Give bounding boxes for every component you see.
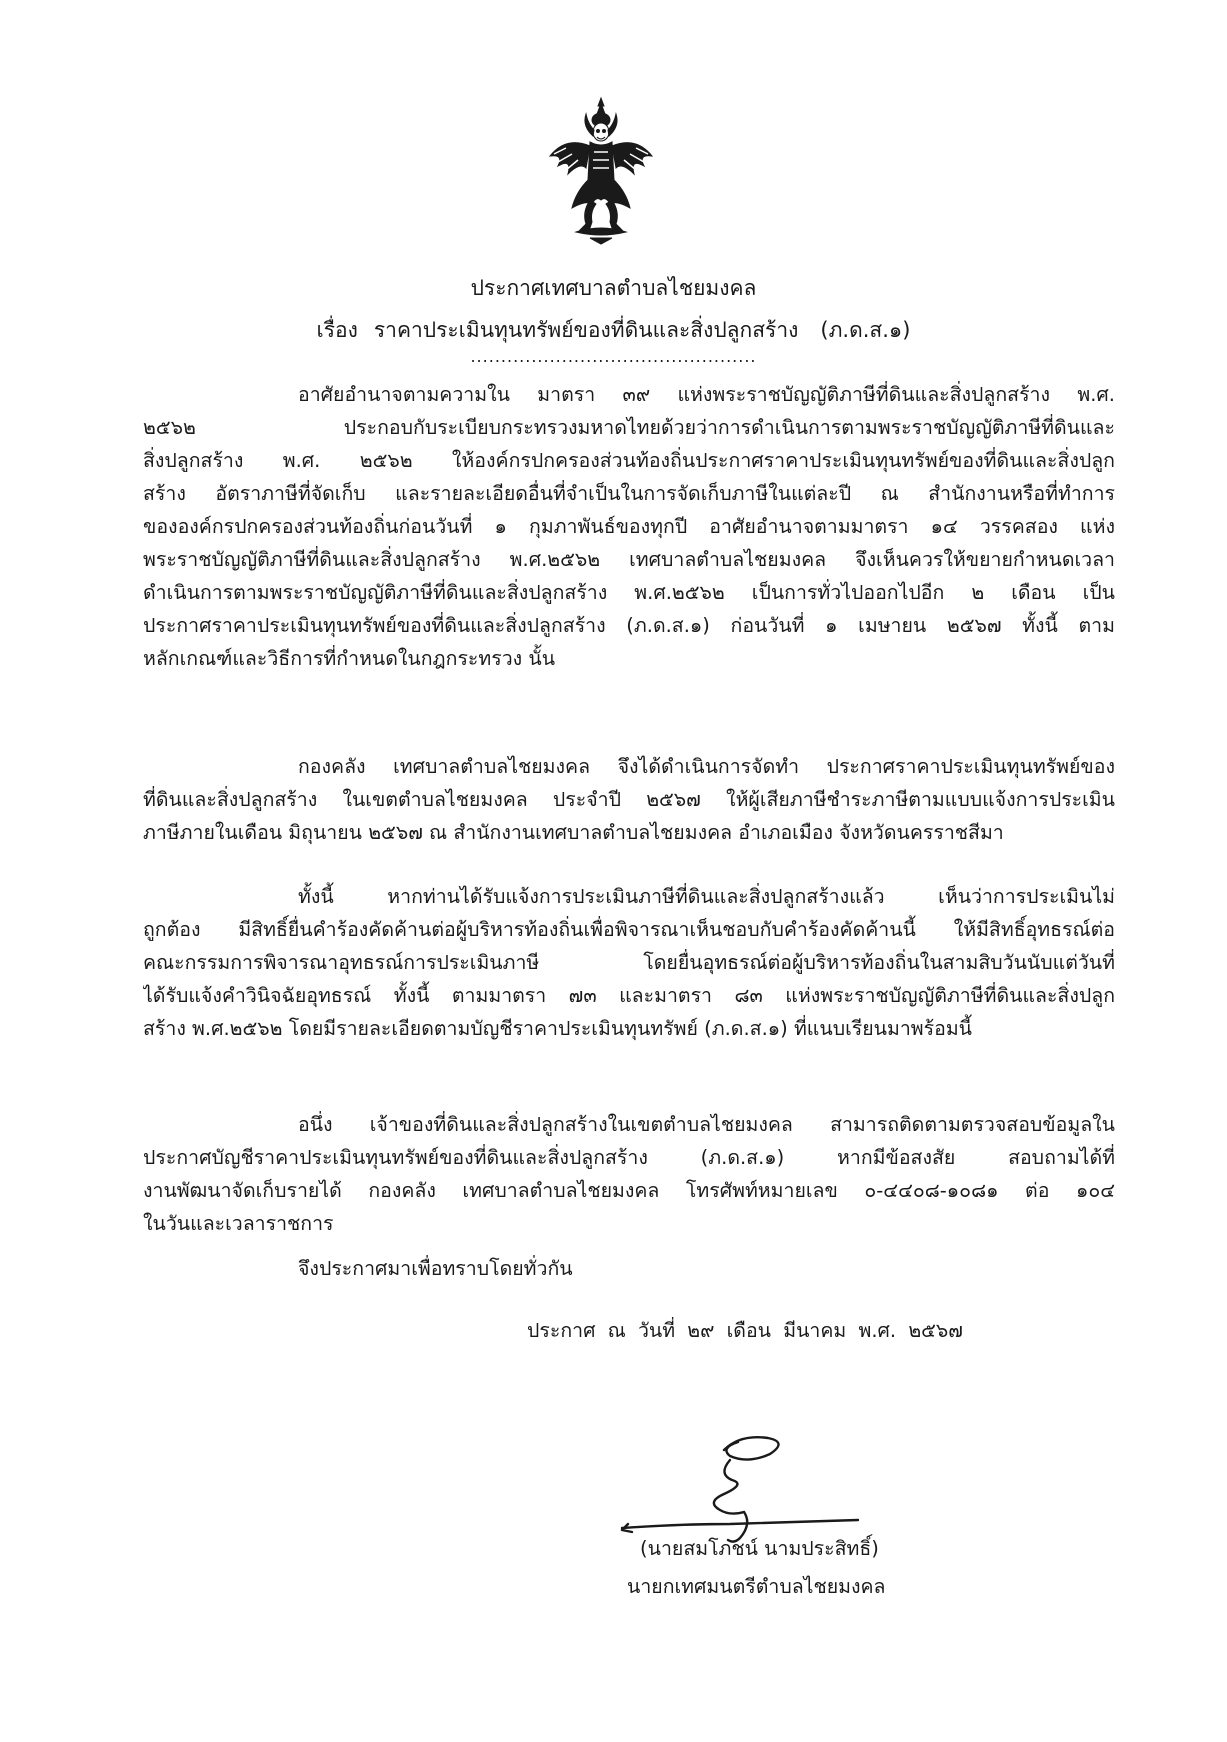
paragraph-finance-division [143,750,1115,849]
date-month: มีนาคม [783,1319,847,1342]
text-line: ประกาศบัญชีราคาประเมินทุนทรัพย์ของที่ดินและสิ่งปลูกสร้าง (ภ.ด.ส.๑) หากมีข้อสงสัย สอบถามได้ที่ [143,1146,1115,1169]
paragraph-contact [143,1108,1115,1240]
subject-text: ราคาประเมินทุนทรัพย์ของที่ดินและสิ่งปลูกสร้าง [373,318,799,342]
text-line: คณะกรรมการพิจารณาอุทธรณ์การประเมินภาษี โดยยื่นอุทธรณ์ต่อผู้บริหารท้องถิ่นในสามสิบวันนับแต่วันที่ [143,951,1115,974]
paragraph-authority [143,378,1115,675]
text-line: ถูกต้อง มีสิทธิ์ยื่นคำร้องคัดค้านต่อผู้บริหารท้องถิ่นเพื่อพิจารณาเห็นชอบกับคำร้องคัดค้านนี้ ให้มีสิทธิ์อุทธรณ์ต่อ [143,918,1115,941]
text-line: อาศัยอำนาจตามความใน มาตรา ๓๙ แห่งพระราชบัญญัติภาษีที่ดินและสิ่งปลูกสร้าง พ.ศ. [298,383,1115,406]
date-prefix: ประกาศ ณ วันที่ [527,1319,676,1342]
text-line: ๒๕๖๒ ประกอบกับระเบียบกระทรวงมหาดไทยด้วยว่าการดำเนินการตามพระราชบัญญัติภาษีที่ดินและ [143,416,1115,439]
text-line: ที่ดินและสิ่งปลูกสร้าง ในเขตตำบลไชยมงคล ประจำปี ๒๕๖๗ ให้ผู้เสียภาษีชำระภาษีตามแบบแจ้งการประเมิน [143,788,1115,811]
subject-label: เรื่อง [316,318,358,342]
text-line: ในวันและเวลาราชการ [143,1212,334,1235]
signatory-position: นายกเทศมนตรีตำบลไชยมงคล [627,1575,886,1598]
text-line: ทั้งนี้ หากท่านได้รับแจ้งการประเมินภาษีที่ดินและสิ่งปลูกสร้างแล้ว เห็นว่าการประเมินไม่ [298,885,1115,908]
text-line: สิ่งปลูกสร้าง พ.ศ. ๒๕๖๒ ให้องค์กรปกครองส่วนท้องถิ่นประกาศราคาประเมินทุนทรัพย์ของที่ดินและสิ่งปลูก [143,449,1115,472]
text-line: พระราชบัญญัติภาษีที่ดินและสิ่งปลูกสร้าง พ.ศ.๒๕๖๒ เทศบาลตำบลไชยมงคล จึงเห็นควรให้ขยายกำหนดเวลา [143,548,1115,571]
subject-reference: (ภ.ด.ส.๑) [820,318,911,342]
text-line: สร้าง พ.ศ.๒๕๖๒ โดยมีรายละเอียดตามบัญชีราคาประเมินทุนทรัพย์ (ภ.ด.ส.๑) ที่แนบเรียนมาพร้อมนี้ [143,1017,973,1040]
announcement-title: ประกาศเทศบาลตำบลไชยมงคล [470,276,757,300]
date-day: ๒๙ [687,1319,715,1342]
text-line: ภาษีภายในเดือน มิถุนายน ๒๕๖๗ ณ สำนักงานเทศบาลตำบลไชยมงคล อำเภอเมือง จังหวัดนครราชสีมา [143,821,1004,844]
text-line: หลักเกณฑ์และวิธีการที่กำหนดในกฎกระทรวง นั้น [143,647,556,670]
text-line: ดำเนินการตามพระราชบัญญัติภาษีที่ดินและสิ่งปลูกสร้าง พ.ศ.๒๕๖๒ เป็นการทั่วไปออกไปอีก ๒ เดือน เป็น [143,581,1115,604]
announcement-date [527,1315,963,1346]
date-year: ๒๕๖๗ [908,1319,963,1342]
dotted-separator: ............................................... [470,347,757,366]
date-month-label: เดือน [726,1319,772,1342]
paragraph-appeal [143,880,1115,1045]
text-line: สร้าง อัตราภาษีที่จัดเก็บ และรายละเอียดอื่นที่จำเป็นในการจัดเก็บภาษีในแต่ละปี ณ สำนักงานหรือที่ทำการ [143,482,1115,505]
handwritten-signature [620,1428,940,1548]
text-line: ได้รับแจ้งคำวินิจฉัยอุทธรณ์ ทั้งนี้ ตามมาตรา ๗๓ และมาตรา ๘๓ แห่งพระราชบัญญัติภาษีที่ดินและสิ่งปลูก [143,984,1115,1007]
text-line: ประกาศราคาประเมินทุนทรัพย์ของที่ดินและสิ่งปลูกสร้าง (ภ.ด.ส.๑) ก่อนวันที่ ๑ เมษายน ๒๕๖๗ ทั้งนี้ ตาม [143,614,1115,637]
date-year-label: พ.ศ. [858,1319,897,1342]
text-line: กองคลัง เทศบาลตำบลไชยมงคล จึงได้ดำเนินการจัดทำ ประกาศราคาประเมินทุนทรัพย์ของ [298,755,1115,778]
closing-statement: จึงประกาศมาเพื่อทราบโดยทั่วกัน [298,1257,573,1280]
garuda-emblem-icon [546,96,656,246]
subject-line [0,314,1227,347]
text-line: อนึ่ง เจ้าของที่ดินและสิ่งปลูกสร้างในเขตตำบลไชยมงคล สามารถติดตามตรวจสอบข้อมูลใน [298,1113,1115,1136]
signatory-name: (นายสมโภชน์ นามประสิทธิ์) [640,1537,879,1560]
text-line: ขององค์กรปกครองส่วนท้องถิ่นก่อนวันที่ ๑ กุมภาพันธ์ของทุกปี อาศัยอำนาจตามมาตรา ๑๔ วรรคสอง แห่ง [143,515,1115,538]
text-line: งานพัฒนาจัดเก็บรายได้ กองคลัง เทศบาลตำบลไชยมงคล โทรศัพท์หมายเลข ๐-๔๔๐๘-๑๐๘๑ ต่อ ๑๐๔ [143,1179,1115,1202]
